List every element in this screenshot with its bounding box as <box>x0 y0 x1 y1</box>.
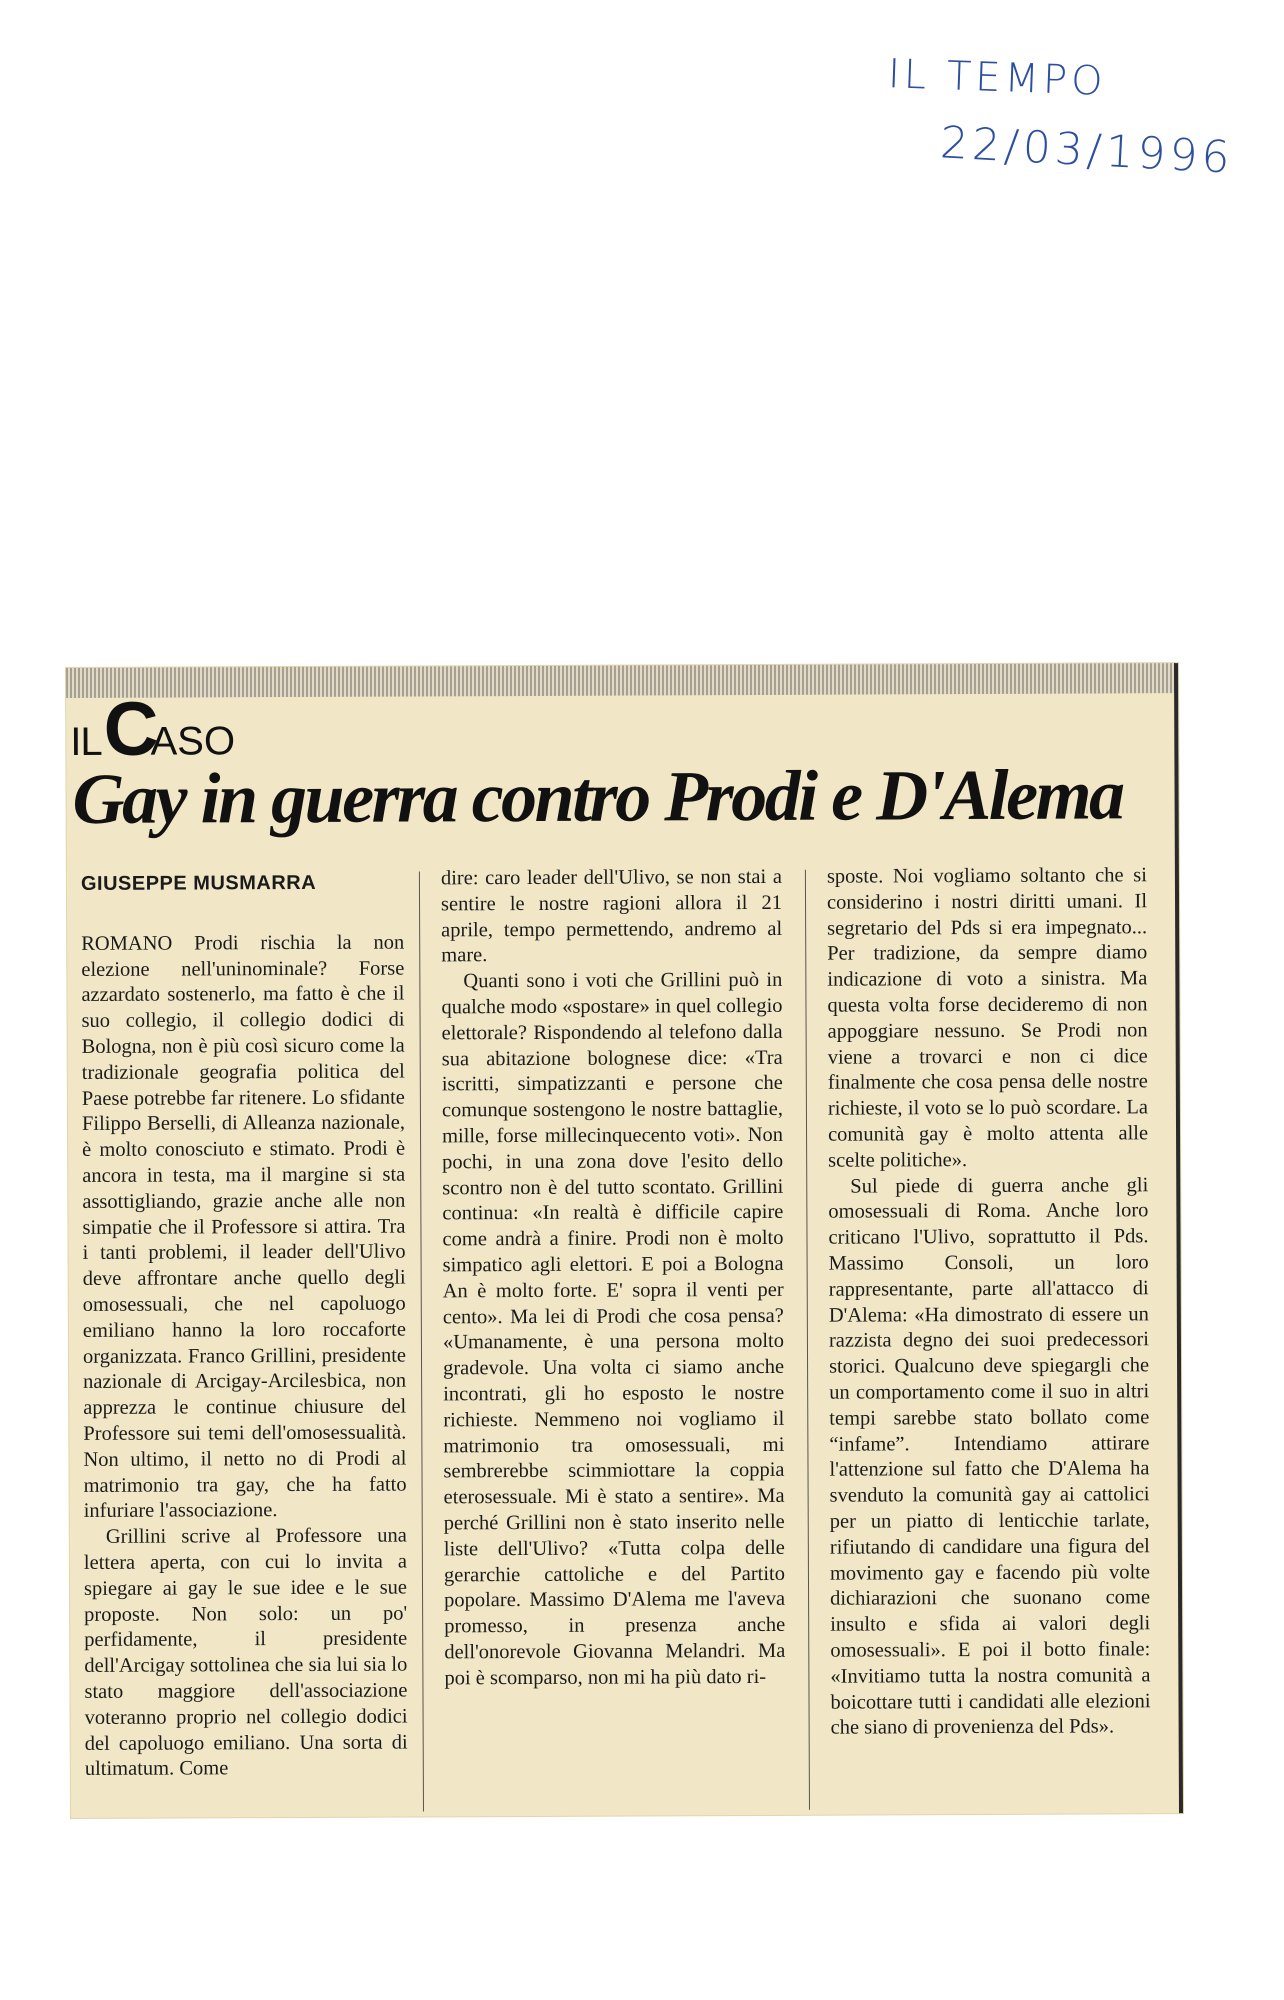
paragraph: Grillini scrive al Professore una lettera aperta, con cui lo invita a spiegare ai gay le sue idee e le sue proposte. Non solo: un po' perfidamente, il presidente dell'Arcigay sottolinea che sia lui sia lo stato maggiore dell'associazione voteranno proprio nel collegio dodici del capoluogo emiliano. Una sorta di ultimatum. Come <box>83 1524 408 1781</box>
article-column-3 <box>827 863 1151 1741</box>
handwritten-newspaper-name: IL TEMPO <box>887 51 1108 105</box>
rubric-il: IL <box>70 719 102 764</box>
paragraph: Sul piede di guerra anche gli omosessuali di Roma. Anche loro criticano l'Ulivo, soprattutto il Pds. Massimo Consoli, un loro rappresentante, parte all'attacco di D'Alema: «Ha dimostrato di essere un razzista degno dei suoi predecessori storici. Qualcuno deve spiegargli che un comportamento come il suo in altri tempi sarebbe stato bollato come “infame”. Intendiamo attirare l'attenzione sul fatto che D'Alema ha svenduto la comunità gay ai cattolici per un piatto di lenticchie tarlate, rifiutando di candidare una figura del movimento gay e facendo più volte dichiarazioni che suonano come insulto e sfida ai valori degli omosessuali». E poi il botto finale: «Invitiamo tutta la nostra comunità a boicottare tutti i candidati alle elezioni che siano di provenienza del Pds». <box>828 1173 1151 1739</box>
paragraph: dire: caro leader dell'Ulivo, se non stai a sentire le nostre ragioni allora il 21 aprile, tempo permettendo, andremo al mare. <box>440 865 783 967</box>
handwritten-date: 22/03/1996 <box>938 117 1235 184</box>
column-divider <box>805 870 810 1810</box>
paragraph: ROMANO Prodi rischia la non elezione nell'uninominale? Forse azzardato sostenerlo, ma fatto è che il suo collegio, il collegio dodici di Bologna, non è più così sicuro come la tradizionale geografia politica del Paese potrebbe far ritenere. Lo sfidante Filippo Berselli, di Alleanza nazionale, è molto conosciuto e stimato. Prodi è ancora in testa, ma il margine si sta assottigliando, grazie anche alle non simpatie che il Professore si attira. Tra i tanti problemi, il leader dell'Ulivo deve affrontare anche quello degli omosessuali, che nel capoluogo emiliano hanno la loro roccaforte organizzata. Franco Grillini, presidente nazionale di Arcigay-Arcilesbica, non apprezza le continue chiusure del Professore sui temi dell'omosessualità. Non ultimo, il netto no di Prodi al matrimonio tra gay, che ha fatto infuriare l'associazione. <box>81 931 407 1523</box>
clipping-edge-shadow <box>1174 663 1183 1813</box>
paragraph: Quanti sono i voti che Grillini può in qualche modo «spostare» in quel collegio elettorale? Rispondendo al telefono dalla sua abitazione bolognese dice: «Tra iscritti, simpatizzanti e persone che comunque sostengono le nostre battaglie, mille, forse millecinquecento voti». Non pochi, in una zona dove l'esito dello scontro non è del tutto scontato. Grillini continua: «In realtà è difficile capire come andrà a finire. Prodi non è molto simpatico agli elettori. E poi a Bologna An è molto forte. E' sopra il venti per cento». Ma lei di Prodi che cosa pensa? «Umanamente, è una persona molto gradevole. Una volta ci siamo anche incontrati, gli ho esposto le nostre richieste. Nemmeno noi vogliamo il matrimonio tra omosessuali, mi sembrerebbe scimmiottare la coppia eterosessuale. Mi è stato a sentire». Ma perché Grillini non è stato inserito nelle liste dell'Ulivo? «Tutta colpa delle gerarchie cattoliche e del Partito popolare. Massimo D'Alema me l'aveva promesso, in presenza anche dell'onorevole Giovanna Melandri. Ma poi è scomparso, non mi ha più dato ri- <box>441 969 786 1690</box>
rubric-rest: ASO <box>150 719 236 764</box>
rubric-initial: C <box>103 686 159 772</box>
column-divider <box>419 871 424 1811</box>
newspaper-clipping <box>66 663 1183 1818</box>
article-column-1 <box>81 867 408 1783</box>
article-headline: Gay in guerra contro Prodi e D'Alema <box>72 754 1123 839</box>
paragraph: sposte. Noi vogliamo soltanto che si considerino i nostri diritti umani. Il segretario del Pds si era impegnato... Per tradizione, da sempre diamo indicazione di voto a sinistra. Ma questa volta forse decideremo di non appoggiare nessuno. Se Prodi non viene a trovarci e non ci dice finalmente che cosa pensa delle nostre richieste, il voto se lo può scordare. La comunità gay è molto attenta alle scelte politiche». <box>826 864 1149 1172</box>
article-column-2 <box>441 865 786 1692</box>
byline: GIUSEPPE MUSMARRA <box>80 871 317 895</box>
